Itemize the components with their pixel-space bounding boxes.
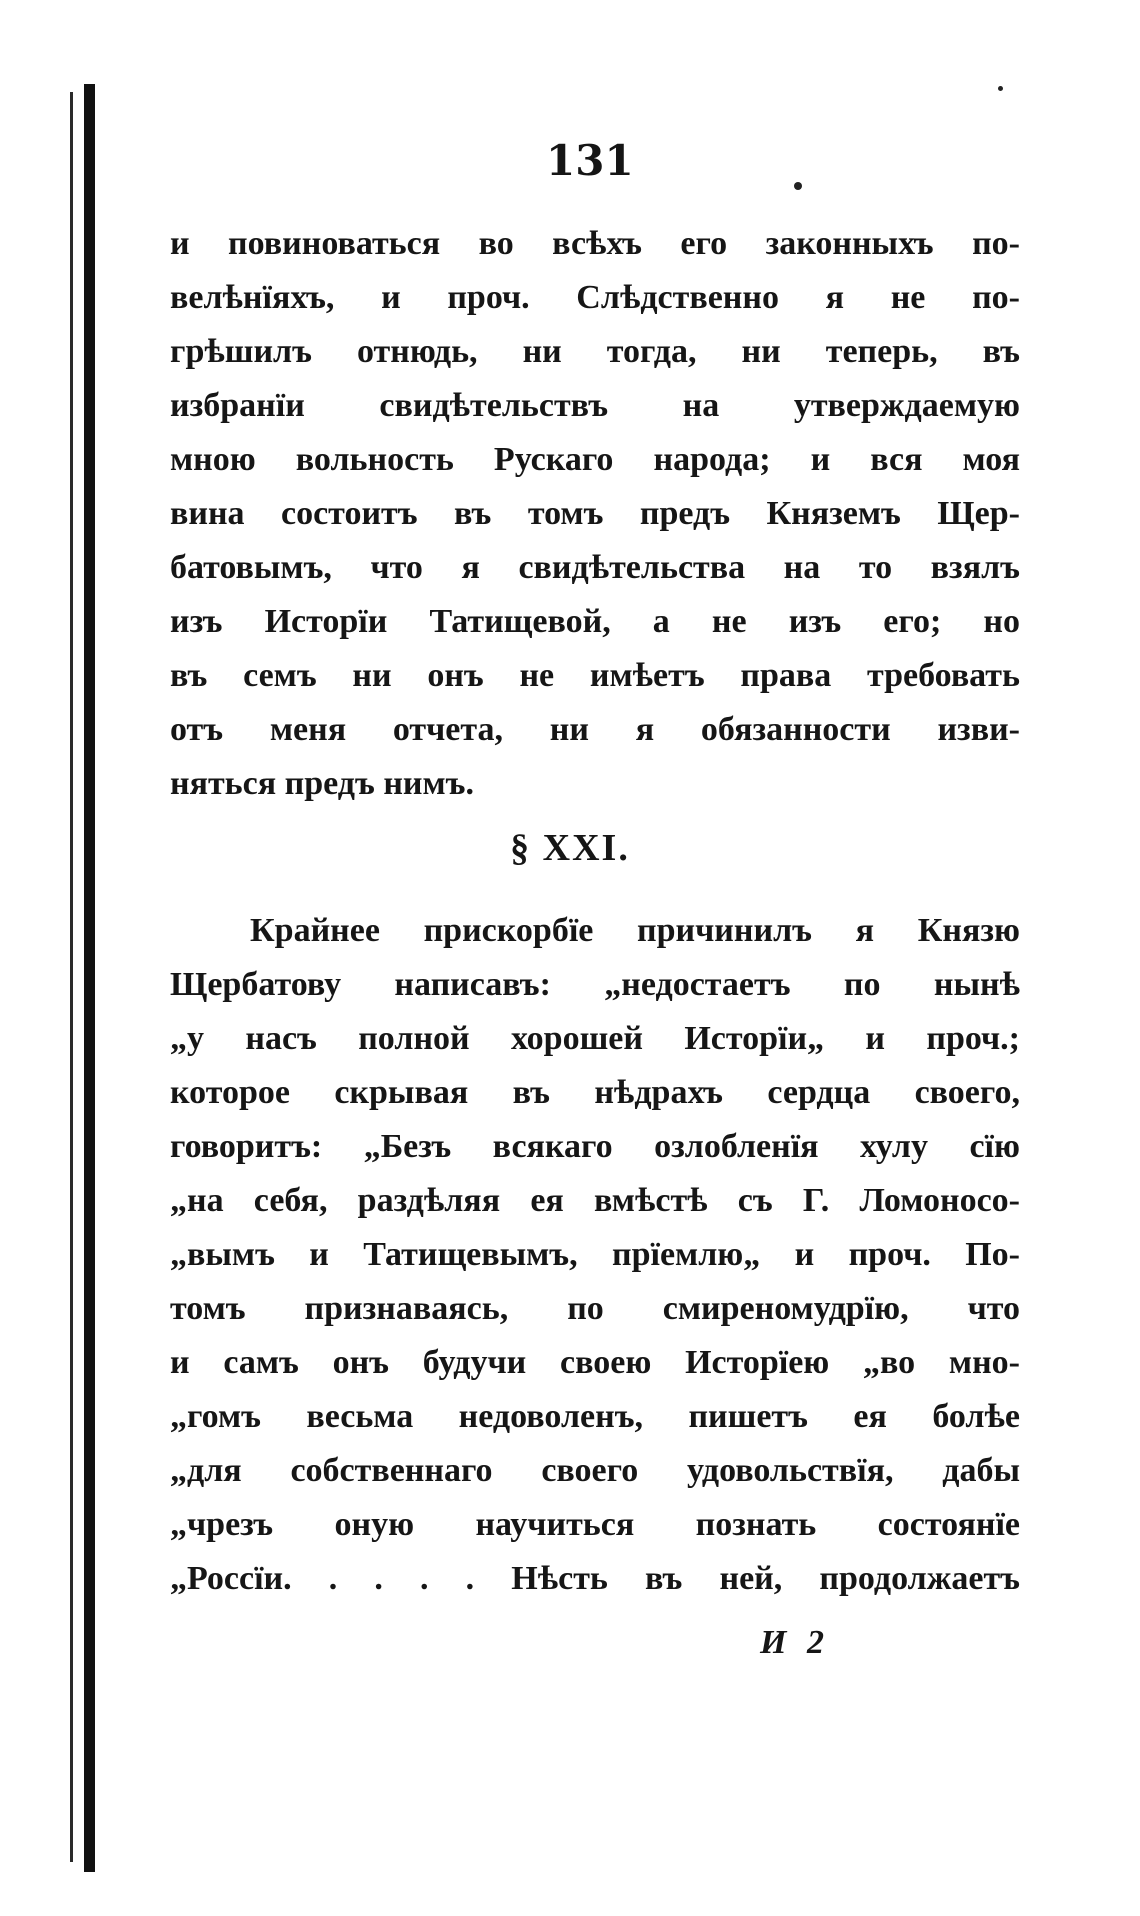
text-line: вина состоитъ въ томъ предъ Княземъ Щер- (170, 495, 1020, 532)
text-line: „вымъ и Татищевымъ, прїемлю„ и проч. По- (170, 1236, 1020, 1273)
text-line: которое скрывая въ нѣдрахъ сердца своего, (170, 1074, 1020, 1111)
ink-speck (794, 182, 802, 190)
text-line: мною вольность Рускаго народа; и вся моя (170, 441, 1020, 478)
text-line: „Россїи. . . . . Нѣсть въ ней, продолжаетъ (170, 1560, 1020, 1597)
text-line: „на себя, раздѣляя ея вмѣстѣ съ Г. Ломоносо- (170, 1182, 1020, 1219)
text-line: Щербатову написавъ: „недостаетъ по нынѣ (170, 966, 1020, 1003)
text-line: и самъ онъ будучи своею Исторїею „во мно- (170, 1344, 1020, 1381)
text-line: батовымъ, что я свидѣтельства на то взялъ (170, 549, 1020, 586)
text-line: отъ меня отчета, ни я обязанности изви- (170, 711, 1020, 748)
signature-mark: И 2 (760, 1624, 824, 1661)
text-line: томъ признаваясь, по смиреномудрїю, что (170, 1290, 1020, 1327)
page-number: 131 (546, 136, 634, 185)
text-line: Крайнее прискорбїе причинилъ я Князю (250, 912, 1020, 949)
text-line: велѣнїяхъ, и проч. Слѣдственно я не по- (170, 279, 1020, 316)
binding-shadow-thin (70, 92, 73, 1862)
text-line: и повиноваться во всѣхъ его законныхъ по- (170, 225, 1020, 262)
text-line: въ семъ ни онъ не имѣетъ права требовать (170, 657, 1020, 694)
text-line: изъ Исторїи Татищевой, а не изъ его; но (170, 603, 1020, 640)
text-line: „чрезъ оную научиться познать состоянїе (170, 1506, 1020, 1543)
text-line: „для собственнаго своего удовольствїя, дабы (170, 1452, 1020, 1489)
text-line: „гомъ весьма недоволенъ, пишетъ ея болѣе (170, 1398, 1020, 1435)
text-line: говоритъ: „Безъ всякаго озлобленїя хулу сїю (170, 1128, 1020, 1165)
text-line: „у насъ полной хорошей Исторїи„ и проч.; (170, 1020, 1020, 1057)
ink-speck (998, 86, 1003, 91)
section-heading: § XXI. (510, 827, 630, 869)
text-line: грѣшилъ отнюдь, ни тогда, ни теперь, въ (170, 333, 1020, 370)
paragraph-continuation (170, 217, 1020, 811)
paragraph-section-xxi (170, 904, 1020, 1606)
text-line: избранїи свидѣтельствъ на утверждаемую (170, 387, 1020, 424)
binding-shadow (84, 84, 95, 1872)
text-line: няться предъ нимъ. (170, 765, 474, 802)
